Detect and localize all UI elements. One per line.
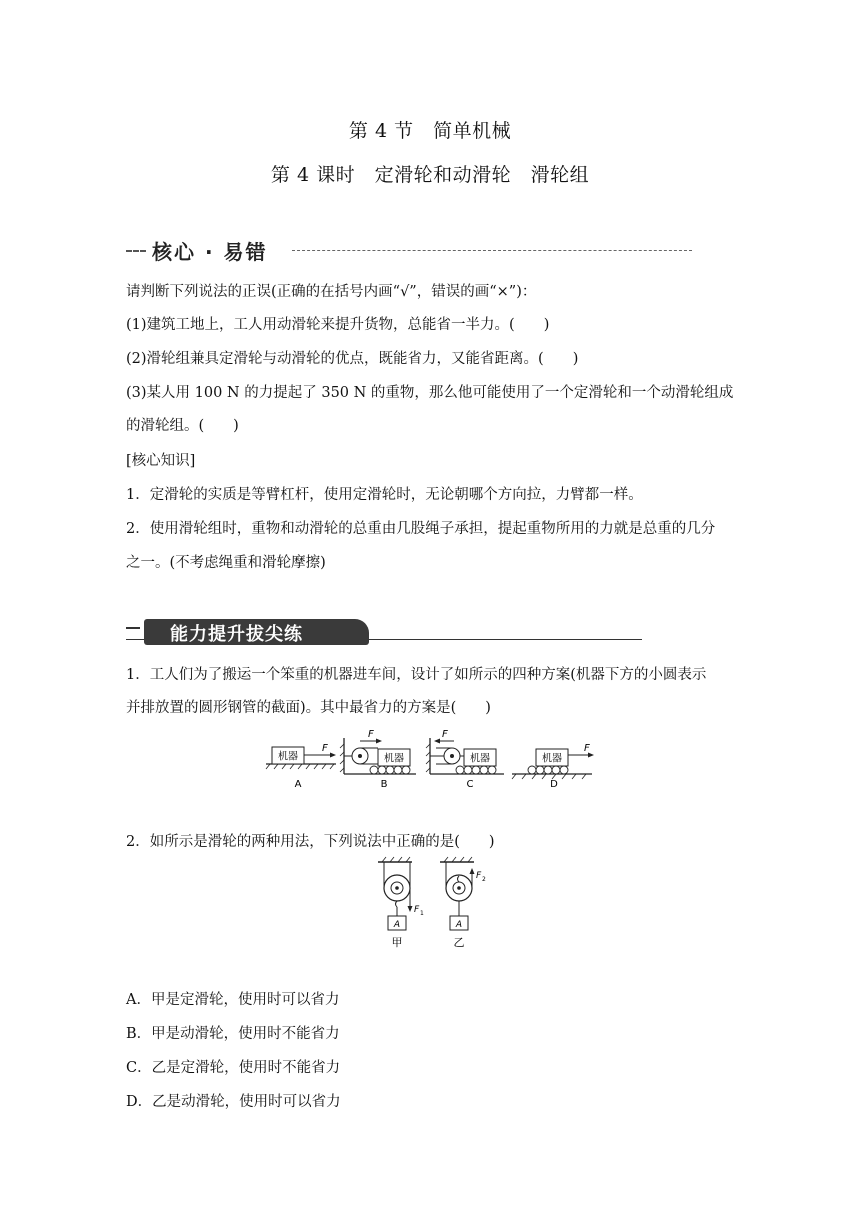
dash-decoration <box>126 250 146 252</box>
instruction: 请判断下列说法的正误(正确的在括号内画“√”，错误的画“×”)： <box>126 284 537 300</box>
option-a: A．甲是定滑轮，使用时可以省力 <box>126 992 340 1008</box>
scheme-b <box>340 729 416 790</box>
judgment-item: (1)建筑工地上，工人用动滑轮来提升货物，总能省一半力。( ) <box>126 317 550 333</box>
knowledge-label: [核心知识] <box>126 453 196 469</box>
svg-text:1: 1 <box>420 910 424 917</box>
section-tick <box>126 627 140 629</box>
pulley-yi <box>440 857 486 949</box>
section-practice-heading: 能力提升拔尖练 <box>170 624 303 645</box>
judgment-item: (3)某人用 100 N 的力提起了 350 N 的重物，那么他可能使用了一个定滑轮和一个动滑轮组成 <box>126 385 734 401</box>
caption-jia: 甲 <box>391 936 403 949</box>
pulley-jia <box>378 857 424 949</box>
force-f1: F <box>414 905 420 915</box>
caption-yi: 乙 <box>453 936 465 949</box>
machine-label: 机器 <box>278 751 298 763</box>
knowledge-item: 1．定滑轮的实质是等臂杠杆，使用定滑轮时，无论朝哪个方向拉，力臂都一样。 <box>126 487 643 503</box>
dash-decoration <box>292 250 692 251</box>
scheme-a <box>266 743 336 790</box>
svg-text:机器: 机器 <box>542 753 562 765</box>
caption-b: B <box>380 779 388 790</box>
option-c: C．乙是定滑轮，使用时不能省力 <box>126 1060 341 1076</box>
knowledge-item-cont: 之一。(不考虑绳重和滑轮摩擦) <box>126 555 326 571</box>
caption-c: C <box>466 779 474 790</box>
q2-figure <box>370 856 490 954</box>
option-d: D．乙是动滑轮，使用时可以省力 <box>126 1094 341 1110</box>
q1-figure <box>264 726 594 792</box>
force-f2: F <box>476 871 482 881</box>
svg-text:F: F <box>368 729 374 740</box>
scheme-c <box>426 729 504 790</box>
svg-text:F: F <box>584 743 590 754</box>
weight-label: A <box>393 920 401 930</box>
svg-text:机器: 机器 <box>384 753 404 765</box>
knowledge-item: 2．使用滑轮组时，重物和动滑轮的总重由几股绳子承担，提起重物所用的力就是总重的几分 <box>126 521 716 537</box>
svg-text:2: 2 <box>482 876 486 883</box>
caption-a: A <box>294 779 302 790</box>
caption-d: D <box>550 779 558 790</box>
question-1-cont: 并排放置的圆形钢管的截面)。其中最省力的方案是( ) <box>126 700 491 716</box>
section-practice-header <box>126 617 642 647</box>
judgment-item: (2)滑轮组兼具定滑轮与动滑轮的优点，既能省力，又能省距离。( ) <box>126 351 579 367</box>
page-subtitle: 第 4 课时 定滑轮和动滑轮 滑轮组 <box>270 164 590 186</box>
force-label: F <box>322 743 328 754</box>
section-core-heading: 核心 · 易错 <box>152 240 268 264</box>
question-2: 2．如所示是滑轮的两种用法，下列说法中正确的是( ) <box>126 834 495 850</box>
svg-text:机器: 机器 <box>470 753 490 765</box>
svg-text:F: F <box>442 729 448 740</box>
question-1: 1．工人们为了搬运一个笨重的机器进车间，设计了如所示的四种方案(机器下方的小圆表示 <box>126 667 707 683</box>
scheme-d <box>512 743 594 790</box>
section-core-header <box>126 236 692 264</box>
judgment-item-cont: 的滑轮组。( ) <box>126 418 239 434</box>
option-b: B．甲是动滑轮，使用时不能省力 <box>126 1026 340 1042</box>
page-title: 第 4 节 简单机械 <box>348 120 512 142</box>
svg-text:A: A <box>455 920 463 930</box>
